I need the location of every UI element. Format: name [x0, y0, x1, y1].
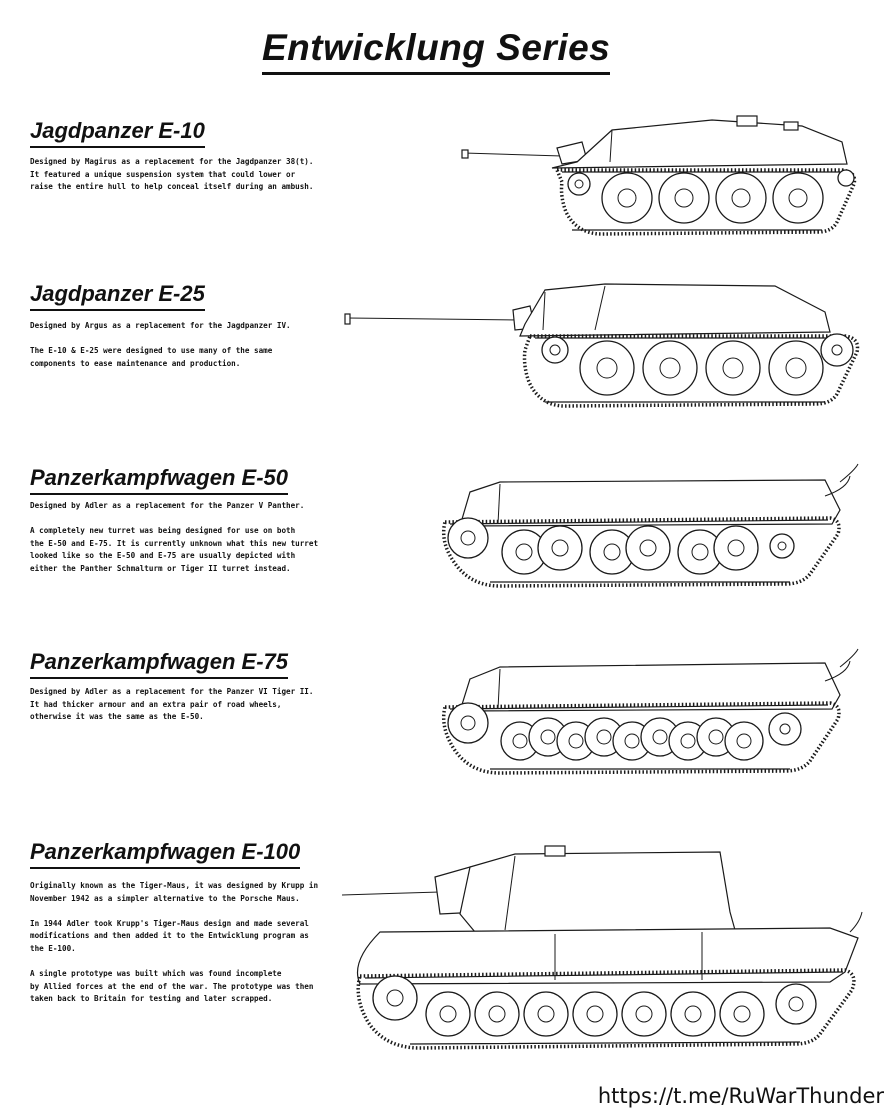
- text-line: Designed by Adler as a replacement for the Panzer V Panther.: [30, 501, 305, 510]
- description-paragraph: [30, 345, 291, 370]
- section-description-e75: [30, 686, 313, 724]
- text-line: The E-10 & E-25 were designed to use many of the same: [30, 346, 273, 356]
- watermark-link: https://t.me/RuWarThunder: [597, 1084, 884, 1108]
- text-line: the E-100.: [30, 943, 76, 953]
- text-line: looked like so the E-50 and E-75 are usually depicted with: [30, 551, 296, 561]
- section-description-e50: [30, 500, 318, 576]
- jagdpanzer-e10-drawing: [462, 112, 862, 242]
- description-paragraph: [30, 500, 318, 513]
- text-line: components to ease maintenance and production.: [30, 358, 241, 368]
- section-title-e10: Jagdpanzer E-10: [30, 118, 205, 148]
- panzerkampfwagen-e75-drawing: [430, 645, 860, 780]
- text-line: In 1944 Adler took Krupp's Tiger-Maus design and made several: [30, 918, 309, 928]
- text-line: the E-50 and E-75. It is currently unknown what this new turret: [30, 538, 319, 548]
- section-description-e100: [30, 880, 318, 1006]
- text-line: raise the entire hull to help conceal itself during an ambush.: [30, 182, 314, 192]
- description-paragraph: [30, 320, 291, 333]
- description-paragraph: [30, 918, 318, 956]
- text-line: Designed by Adler as a replacement for the Panzer VI Tiger II.: [30, 687, 314, 696]
- description-paragraph: [30, 156, 313, 194]
- section-title-e50: Panzerkampfwagen E-50: [30, 465, 288, 495]
- text-line: It featured a unique suspension system that could lower or: [30, 169, 296, 179]
- section-description-e25: [30, 320, 291, 370]
- section-description-e10: [30, 156, 313, 194]
- text-line: A completely new turret was being designed for use on both: [30, 526, 296, 536]
- description-paragraph: [30, 525, 318, 575]
- section-title-e100: Panzerkampfwagen E-100: [30, 839, 300, 869]
- text-line: Designed by Magirus as a replacement for the Jagdpanzer 38(t).: [30, 157, 314, 166]
- jagdpanzer-e25-drawing: [345, 272, 865, 412]
- text-line: taken back to Britain for testing and later scrapped.: [30, 994, 273, 1004]
- panzerkampfwagen-e100-drawing: [340, 842, 865, 1057]
- description-paragraph: [30, 686, 313, 724]
- text-line: either the Panther Schmalturm or Tiger II turret instead.: [30, 563, 291, 573]
- text-line: Originally known as the Tiger-Maus, it was designed by Krupp in: [30, 881, 319, 890]
- text-line: by Allied forces at the end of the war. The prototype was then: [30, 981, 314, 991]
- section-title-e25: Jagdpanzer E-25: [30, 281, 205, 311]
- text-line: November 1942 as a simpler alternative to the Porsche Maus.: [30, 893, 300, 903]
- text-line: A single prototype was built which was found incomplete: [30, 969, 282, 979]
- description-paragraph: [30, 880, 318, 905]
- text-line: otherwise it was the same as the E-50.: [30, 712, 204, 722]
- section-title-e75: Panzerkampfwagen E-75: [30, 649, 288, 679]
- description-paragraph: [30, 968, 318, 1006]
- panzerkampfwagen-e50-drawing: [430, 462, 860, 592]
- text-line: It had thicker armour and an extra pair of road wheels,: [30, 699, 282, 709]
- page-title: Entwicklung Series: [262, 28, 610, 75]
- text-line: Designed by Argus as a replacement for the Jagdpanzer IV.: [30, 321, 291, 330]
- text-line: modifications and then added it to the Entwicklung program as: [30, 931, 309, 941]
